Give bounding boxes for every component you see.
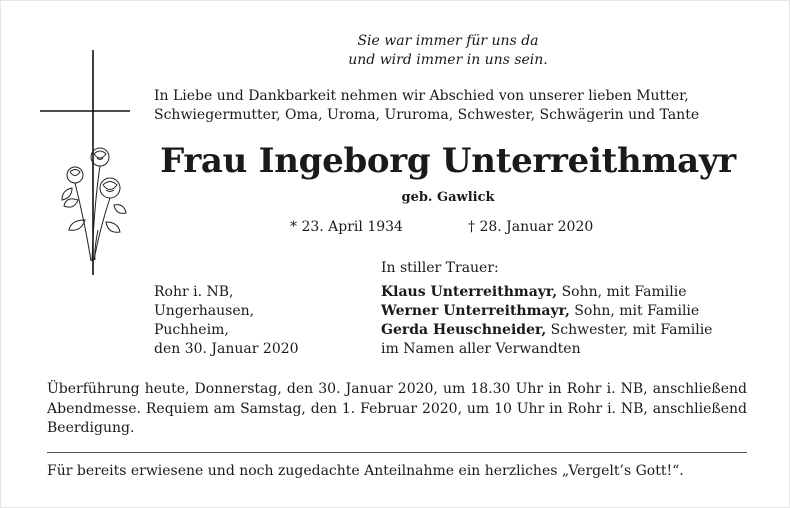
maiden-name: geb. Gawlick xyxy=(401,190,495,205)
place-line: Rohr i. NB, xyxy=(154,284,234,300)
intro-line: In Liebe und Dankbarkeit nehmen wir Abschied von unserer lieben Mutter, xyxy=(154,88,689,104)
mourners-list xyxy=(381,283,712,359)
mourner-row xyxy=(381,321,712,340)
mourner-name: Werner Unterreithmayr, xyxy=(381,303,570,319)
intro-line: Schwiegermutter, Oma, Uroma, Ururoma, Schwester, Schwägerin und Tante xyxy=(154,107,700,123)
birth-date: * 23. April 1934 xyxy=(290,219,403,235)
divider xyxy=(47,452,747,453)
cross-with-roses-icon xyxy=(40,50,130,280)
place-and-date xyxy=(154,283,299,359)
motto xyxy=(150,32,746,70)
mourners-label: In stiller Trauer: xyxy=(381,260,499,276)
place-line: Puchheim, xyxy=(154,322,229,338)
mourner-name: Klaus Unterreithmayr, xyxy=(381,284,558,300)
funeral-details: Überführung heute, Donnerstag, den 30. Januar 2020, um 18.30 Uhr in Rohr i. NB, anschließend Abendmesse. Requiem am Samstag, den 1. Februar 2020, um 10 Uhr in Rohr i. NB, anschließend Beerdigung. xyxy=(47,381,747,436)
mourner-relation: Sohn, mit Familie xyxy=(557,284,687,300)
intro-text xyxy=(154,87,754,125)
mourner-row xyxy=(381,283,712,302)
place-line: den 30. Januar 2020 xyxy=(154,341,299,357)
motto-line: Sie war immer für uns da xyxy=(357,33,539,49)
mourner-relation: Sohn, mit Familie xyxy=(569,303,700,319)
motto-line: und wird immer in uns sein. xyxy=(348,52,548,68)
mourners-closing: im Namen aller Verwandten xyxy=(381,341,581,357)
mourner-name: Gerda Heuschneider, xyxy=(381,322,547,338)
mourner-row xyxy=(381,302,712,321)
place-line: Ungerhausen, xyxy=(154,303,255,319)
death-date: † 28. Januar 2020 xyxy=(468,219,594,235)
thanks-note: Für bereits erwiesene und noch zugedachte Anteilnahme ein herzliches „Vergelt’s Gott!“. xyxy=(47,463,684,479)
mourner-relation: Schwester, mit Familie xyxy=(546,322,713,338)
deceased-name: Frau Ingeborg Unterreithmayr xyxy=(160,141,736,181)
